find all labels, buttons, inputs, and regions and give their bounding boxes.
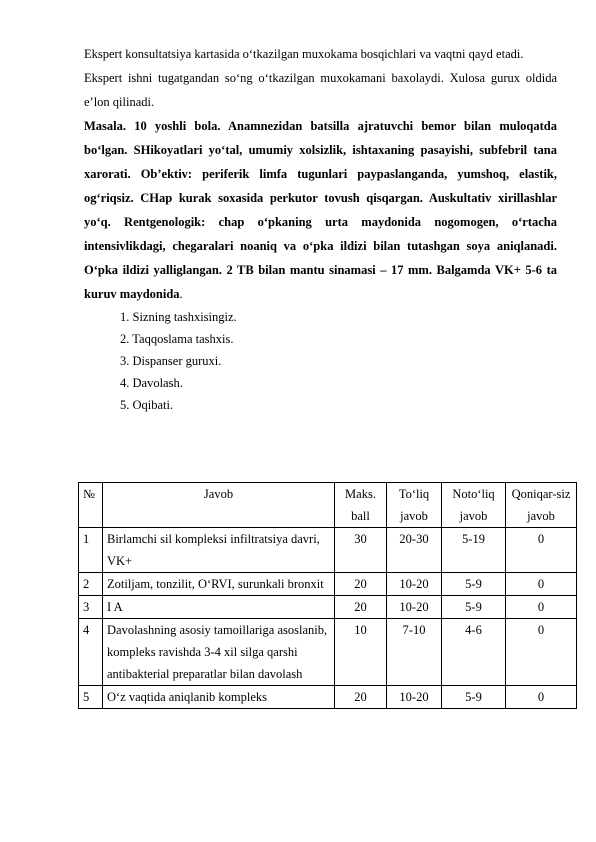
- row-incomplete-answer: 4-6: [442, 619, 506, 686]
- row-number: 5: [79, 686, 103, 709]
- row-max-score: 20: [335, 596, 387, 619]
- question-item: 1. Sizning tashxisingiz.: [120, 310, 237, 324]
- table-header-row: [79, 483, 577, 528]
- row-incomplete-answer: 5-9: [442, 573, 506, 596]
- row-unsatisfactory-answer: 0: [506, 528, 577, 573]
- row-unsatisfactory-answer: 0: [506, 619, 577, 686]
- row-answer: Davolashning asosiy tamoillariga asoslanib, kompleks ravishda 3-4 xil silga qarshi antibakterial preparatlar bilan davolash: [103, 619, 335, 686]
- row-unsatisfactory-answer: 0: [506, 686, 577, 709]
- row-incomplete-answer: 5-9: [442, 596, 506, 619]
- table-row: [79, 619, 577, 686]
- table-row: [79, 596, 577, 619]
- case-task-end: .: [179, 287, 183, 301]
- question-item: 4. Davolash.: [120, 376, 183, 390]
- row-unsatisfactory-answer: 0: [506, 596, 577, 619]
- document-page: [84, 42, 557, 416]
- row-answer: I A: [103, 596, 335, 619]
- question-item: 5. Oqibati.: [120, 398, 174, 412]
- question-item: 2. Taqqoslama tashxis.: [120, 332, 234, 346]
- row-full-answer: 10-20: [387, 686, 442, 709]
- row-answer: Birlamchi sil kompleksi infiltratsiya davri, VK+: [103, 528, 335, 573]
- table-row: [79, 686, 577, 709]
- row-number: 2: [79, 573, 103, 596]
- row-max-score: 30: [335, 528, 387, 573]
- header-unsatisfactory-answer: Qoniqar-siz javob: [506, 483, 577, 528]
- row-full-answer: 7-10: [387, 619, 442, 686]
- question-list: [84, 306, 557, 416]
- row-answer: O‘z vaqtida aniqlanib kompleks: [103, 686, 335, 709]
- table-row: [79, 528, 577, 573]
- row-incomplete-answer: 5-9: [442, 686, 506, 709]
- case-task-paragraph: [84, 114, 557, 306]
- row-number: 1: [79, 528, 103, 573]
- question-item: 3. Dispanser guruxi.: [120, 354, 222, 368]
- row-unsatisfactory-answer: 0: [506, 573, 577, 596]
- row-answer: Zotiljam, tonzilit, O‘RVI, surunkali bronxit: [103, 573, 335, 596]
- table-row: [79, 573, 577, 596]
- scoring-table: [78, 482, 577, 709]
- case-task-text: Masala. 10 yoshli bola. Anamnezidan batsilla ajratuvchi bemor bilan muloqatda bo‘lgan. SHikoyatlari yo‘tal, umumiy xolsizlik, ishtaxaning pasayishi, subfebril tana xarorati. Ob’ektiv: periferik limfa tugunlari paypaslanganda, yumshoq, elastik, og‘riqsiz. CHap kurak soxasida perkutor tovush qisqargan. Auskultativ xirillashlar yo‘q. Rentgenologik: chap o‘pkaning urta maydonida nogomogen, o‘rtacha intensivlikdagi, chegaralari noaniq va o‘pka ildizi bilan tutashgan soya aniqlanadi. O‘pka ildizi yalliglangan. 2 TB bilan mantu sinamasi – 17 mm. Balgamda VK+ 5-6 ta kuruv maydonida: [84, 119, 557, 301]
- header-incomplete-answer: Noto‘liq javob: [442, 483, 506, 528]
- row-max-score: 20: [335, 573, 387, 596]
- row-full-answer: 10-20: [387, 573, 442, 596]
- row-incomplete-answer: 5-19: [442, 528, 506, 573]
- header-full-answer: To‘liq javob: [387, 483, 442, 528]
- row-max-score: 20: [335, 686, 387, 709]
- row-number: 4: [79, 619, 103, 686]
- row-max-score: 10: [335, 619, 387, 686]
- row-full-answer: 20-30: [387, 528, 442, 573]
- paragraph-expert-evaluation: Ekspert ishni tugatgandan so‘ng o‘tkazilgan muxokamani baxolaydi. Xulosa gurux oldida e’lon qilinadi.: [84, 71, 557, 109]
- header-number: №: [79, 483, 103, 528]
- paragraph-expert-card: Ekspert konsultatsiya kartasida o‘tkazilgan muxokama bosqichlari va vaqtni qayd etadi.: [84, 47, 524, 61]
- header-answer: Javob: [103, 483, 335, 528]
- row-full-answer: 10-20: [387, 596, 442, 619]
- row-number: 3: [79, 596, 103, 619]
- header-max-score: Maks. ball: [335, 483, 387, 528]
